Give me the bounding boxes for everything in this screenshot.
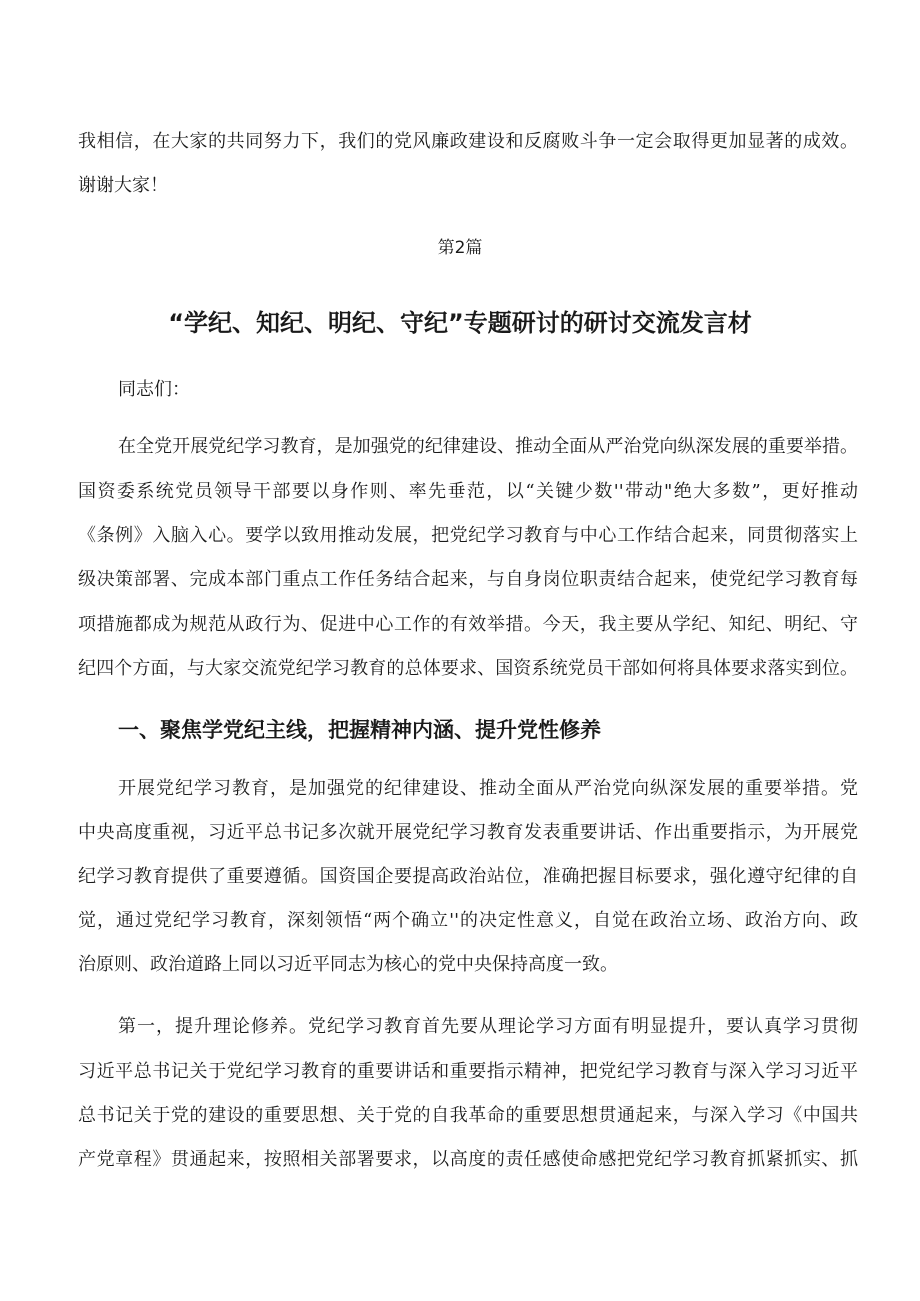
closing-line-2: 谢谢大家！ bbox=[78, 175, 168, 196]
intro-line-3: 《条例》入脑入心。要学以致用推动发展，把党纪学习教育与中心工作结合起来，同贯彻落实上 bbox=[78, 525, 858, 546]
point-1-line-2: 习近平总书记关于党纪学习教育的重要讲话和重要指示精神，把党纪学习教育与深入学习习近平 bbox=[78, 1061, 858, 1082]
salutation: 同志们： bbox=[118, 379, 190, 400]
article-title: “学纪、知纪、明纪、守纪”专题研讨的研讨交流发言材 bbox=[168, 309, 752, 337]
intro-line-2: 国资委系统党员领导干部要以身作则、率先垂范，以“关键少数''带动"绝大多数”，更好推动 bbox=[78, 481, 858, 502]
section-1-line-1: 开展党纪学习教育，是加强党的纪律建设、推动全面从严治党向纵深发展的重要举措。党 bbox=[118, 778, 858, 799]
section-1-line-4: 觉，通过党纪学习教育，深刻领悟“两个确立''的决定性意义，自觉在政治立场、政治方向、政 bbox=[78, 910, 858, 931]
closing-line-1: 我相信，在大家的共同努力下，我们的党风廉政建设和反腐败斗争一定会取得更加显著的成效。 bbox=[78, 131, 858, 152]
intro-line-5: 项措施都成为规范从政行为、促进中心工作的有效举措。今天，我主要从学纪、知纪、明纪、守 bbox=[78, 614, 858, 635]
point-1-line-1: 第一，提升理论修养。党纪学习教育首先要从理论学习方面有明显提升，要认真学习贯彻 bbox=[118, 1016, 858, 1037]
point-1-line-3: 总书记关于党的建设的重要思想、关于党的自我革命的重要思想贯通起来，与深入学习《中国共 bbox=[78, 1105, 858, 1126]
intro-line-6: 纪四个方面，与大家交流党纪学习教育的总体要求、国资系统党员干部如何将具体要求落实到位。 bbox=[78, 658, 858, 679]
section-1-line-2: 中央高度重视，习近平总书记多次就开展党纪学习教育发表重要讲话、作出重要指示，为开展党 bbox=[78, 822, 858, 843]
section-1-line-5: 治原则、政治道路上同以习近平同志为核心的党中央保持高度一致。 bbox=[78, 954, 618, 975]
section-1-heading: 一、聚焦学党纪主线，把握精神内涵、提升党性修养 bbox=[118, 718, 601, 742]
intro-line-1: 在全党开展党纪学习教育，是加强党的纪律建设、推动全面从严治党向纵深发展的重要举措。 bbox=[118, 436, 858, 457]
section-1-line-3: 纪学习教育提供了重要遵循。国资国企要提高政治站位，准确把握目标要求，强化遵守纪律的自 bbox=[78, 866, 858, 887]
intro-line-4: 级决策部署、完成本部门重点工作任务结合起来，与自身岗位职责结合起来，使党纪学习教育每 bbox=[78, 569, 858, 590]
article-number: 第2篇 bbox=[437, 238, 483, 258]
point-1-line-4: 产党章程》贯通起来，按照相关部署要求，以高度的责任感使命感把党纪学习教育抓紧抓实、抓 bbox=[78, 1149, 858, 1170]
